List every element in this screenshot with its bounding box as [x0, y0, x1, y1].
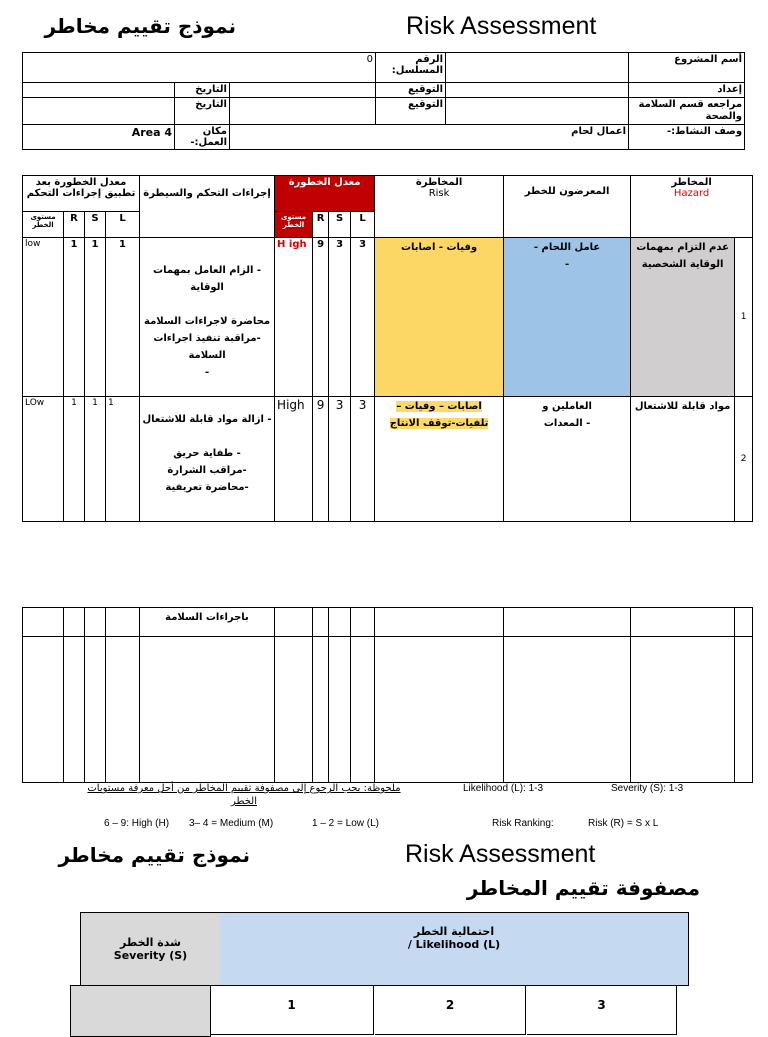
residual-level: LOw	[23, 397, 64, 522]
risk-header-en: Risk	[428, 188, 450, 199]
residual-s: 1	[85, 397, 106, 522]
hazard-header	[631, 176, 753, 238]
s-header: S	[329, 212, 351, 238]
row-number: 1	[735, 238, 753, 397]
date-value-2	[23, 98, 175, 125]
likelihood-label: احتمالية الخطر / Likelihood (L)	[407, 925, 501, 951]
table-row	[23, 238, 753, 397]
signature-label-2: التوقيع	[376, 98, 446, 125]
matrix-col-3: 3	[527, 985, 677, 1035]
hazard-header-ar: المخاطر	[671, 177, 712, 188]
severity-label: شدة الخطر Severity (S)	[113, 936, 188, 962]
medium-range-note: 3– 4 = Medium (M)	[189, 818, 274, 829]
ranking-note: Risk Ranking:	[492, 818, 554, 829]
risk-r: 9	[313, 238, 329, 397]
risk-cell	[375, 397, 504, 522]
hazard-header-en: Hazard	[673, 188, 710, 199]
row-number: 2	[735, 397, 753, 522]
matrix-title-arabic: نموذج تقييم مخاطر	[58, 843, 250, 867]
exposed-cell: العاملين و - المعدات	[504, 397, 631, 522]
formula-note: Risk (R) = S x L	[588, 818, 659, 829]
risk-cell: وفيات - اصابات	[375, 238, 504, 397]
signature-value-2	[230, 98, 376, 125]
activity-label: وصف النشاط:-	[629, 125, 745, 150]
risk-text: اصابات – وفيات – تلفيات-توقف الانتاج	[389, 401, 489, 429]
reviewed-value	[446, 98, 629, 125]
hazard-cell: مواد قابلة للاشتعال	[631, 397, 735, 522]
date-value-1	[23, 83, 175, 98]
serial-value: 0	[23, 53, 376, 83]
controls-header: إجراءات التحكم والسيطرة	[140, 176, 275, 238]
level-header: مستوى الخطر	[275, 212, 313, 238]
controls-cell: - الزام العامل بمهمات الوقاية محاضرة لاجراءات السلامة -مراقبة تنفيذ اجراءات السلامة -	[140, 238, 275, 397]
title-english: Risk Assessment	[406, 12, 597, 40]
place-label: مكان العمل:-	[175, 125, 230, 150]
matrix-title-english: Risk Assessment	[405, 840, 596, 868]
risk-r: 9	[313, 397, 329, 522]
matrix-col-2: 2	[375, 985, 526, 1035]
prepared-label: إعداد	[629, 83, 745, 98]
date-label-1: التاريخ	[175, 83, 230, 98]
risk-level: High	[275, 397, 313, 522]
place-value: Area 4	[23, 125, 175, 150]
project-name-label: أسم المشروع	[629, 53, 745, 83]
activity-value: اعمال لحام	[230, 125, 629, 150]
signature-label-1: التوقيع	[376, 83, 446, 98]
risk-l: 3	[351, 397, 375, 522]
residual-s: 1	[85, 238, 106, 397]
serial-label: الرقم المسلسل:	[376, 53, 446, 83]
l-header: L	[351, 212, 375, 238]
severity-header	[80, 912, 221, 986]
risk-l: 3	[351, 238, 375, 397]
residual-header: معدل الخطورة بعد تطبيق إجراءات التحكم	[23, 176, 140, 212]
low-range-note: 1 – 2 = Low (L)	[312, 818, 379, 829]
matrix-corner-cell	[70, 985, 211, 1037]
exposed-cell: عامل اللحام - -	[504, 238, 631, 397]
severity-note: Severity (S): 1-3	[611, 783, 684, 794]
likelihood-note: Likelihood (L): 1-3	[463, 783, 544, 794]
risk-table	[22, 175, 753, 522]
risk-header-ar: المخاطرة	[415, 177, 463, 188]
residual-level: low	[23, 238, 64, 397]
risk-level: H igh	[275, 238, 313, 397]
r-header: R	[313, 212, 329, 238]
residual-l-header: L	[106, 212, 140, 238]
hazard-cell: عدم التزام بمهمات الوقاية الشخصية	[631, 238, 735, 397]
risk-s: 3	[329, 397, 351, 522]
table-row	[23, 397, 753, 522]
prepared-value	[446, 83, 629, 98]
matrix-subtitle: مصفوفة تقييم المخاطر	[466, 876, 700, 900]
project-name-value	[446, 53, 629, 83]
risk-header	[375, 176, 504, 238]
matrix-col-1: 1	[210, 985, 374, 1035]
residual-r-header: R	[64, 212, 85, 238]
residual-l: 1	[106, 238, 140, 397]
controls-cell: - ازالة مواد قابلة للاشتعال - طفاية حريق -مراقب الشرارة -محاضرة تعريفية	[140, 397, 275, 522]
signature-value-1	[230, 83, 376, 98]
exposed-header: المعرضون للخطر	[504, 176, 631, 238]
residual-s-header: S	[85, 212, 106, 238]
matrix-note: ملحوظة: يجب الرجوع إلى مصفوفة تقييم المخاطر من أجل معرفة مستويات الخطر	[87, 783, 401, 807]
residual-l: 1	[106, 397, 140, 522]
date-label-2: التاريخ	[175, 98, 230, 125]
title-arabic: نموذج تقييم مخاطر	[44, 14, 236, 38]
risk-table-continued	[22, 607, 753, 783]
high-range-note: 6 – 9: High (H)	[104, 818, 170, 829]
likelihood-header	[220, 912, 689, 986]
info-table	[22, 52, 745, 150]
residual-level-header: مستوى الخطر	[23, 212, 64, 238]
residual-r: 1	[64, 238, 85, 397]
residual-r: 1	[64, 397, 85, 522]
risk-rate-header: معدل الخطورة	[275, 176, 375, 212]
reviewed-label: مراجعه قسم السلامة والصحة	[629, 98, 745, 125]
controls-continued: باجراءات السلامة	[140, 608, 275, 637]
risk-s: 3	[329, 238, 351, 397]
